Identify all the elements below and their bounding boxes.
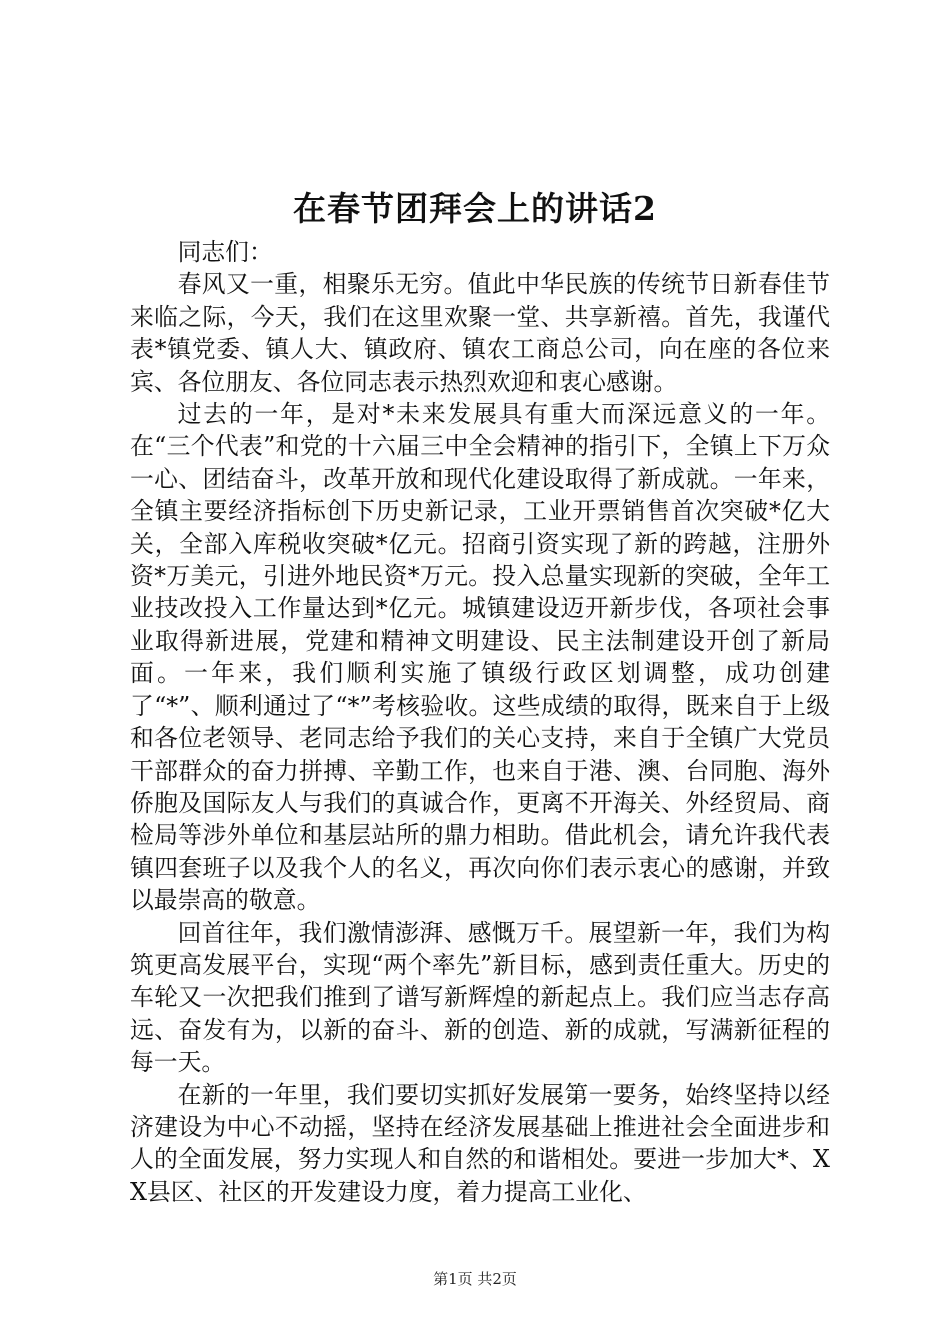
page-number-footer: 第1页 共2页 [433, 1270, 517, 1288]
paragraph-achievements: 过去的一年，是对*未来发展具有重大而深远意义的一年。在“三个代表”和党的十六届三中全会精神的指引下，全镇上下万众一心、团结奋斗，改革开放和现代化建设取得了新成就。一年来，全镇主要经济指标创下历史新记录，工业开票销售首次突破*亿大关，全部入库税收突破*亿元。招商引资实现了新的跨越，注册外资*万美元，引进外地民资*万元。投入总量实现新的突破，全年工业技改投入工作量达到*亿元。城镇建设迈开新步伐，各项社会事业取得新进展，党建和精神文明建设、民主法制建设开创了新局面。一年来，我们顺利实施了镇级行政区划调整，成功创建了“*”、顺利通过了“*”考核验收。这些成绩的取得，既来自于上级和各位老领导、老同志给予我们的关心支持，来自于全镇广大党员干部群众的奋力拼搏、辛勤工作，也来自于港、澳、台同胞、海外侨胞及国际友人与我们的真诚合作，更离不开海关、外经贸局、商检局等涉外单位和基层站所的鼎力相助。借此机会，请允许我代表镇四套班子以及我个人的名义，再次向你们表示衷心的感谢，并致以最崇高的敬意。 [130, 400, 830, 915]
paragraph-new-year-tasks: 在新的一年里，我们要切实抓好发展第一要务，始终坚持以经济建设为中心不动摇，坚持在经济发展基础上推进社会全面进步和人的全面发展，努力实现人和自然的和谐相处。要进一步加大*、XX县区、社区的开发建设力度，着力提高工业化、 [130, 1080, 830, 1206]
paragraph-outlook: 回首往年，我们激情澎湃、感慨万千。展望新一年，我们为构筑更高发展平台，实现“两个率先”新目标，感到责任重大。历史的车轮又一次把我们推到了谱写新辉煌的新起点上。我们应当志存高远、奋发有为，以新的奋斗、新的创造、新的成就，写满新征程的每一天。 [130, 918, 830, 1077]
document-title: 在春节团拜会上的讲话2 [293, 189, 657, 228]
paragraph-opening: 春风又一重，相聚乐无穷。值此中华民族的传统节日新春佳节来临之际，今天，我们在这里欢聚一堂、共享新禧。首先，我谨代表*镇党委、镇人大、镇政府、镇农工商总公司，向在座的各位来宾、各位朋友、各位同志表示热烈欢迎和衷心感谢。 [130, 270, 830, 396]
document-body [130, 236, 830, 1208]
salutation: 同志们： [177, 238, 273, 266]
